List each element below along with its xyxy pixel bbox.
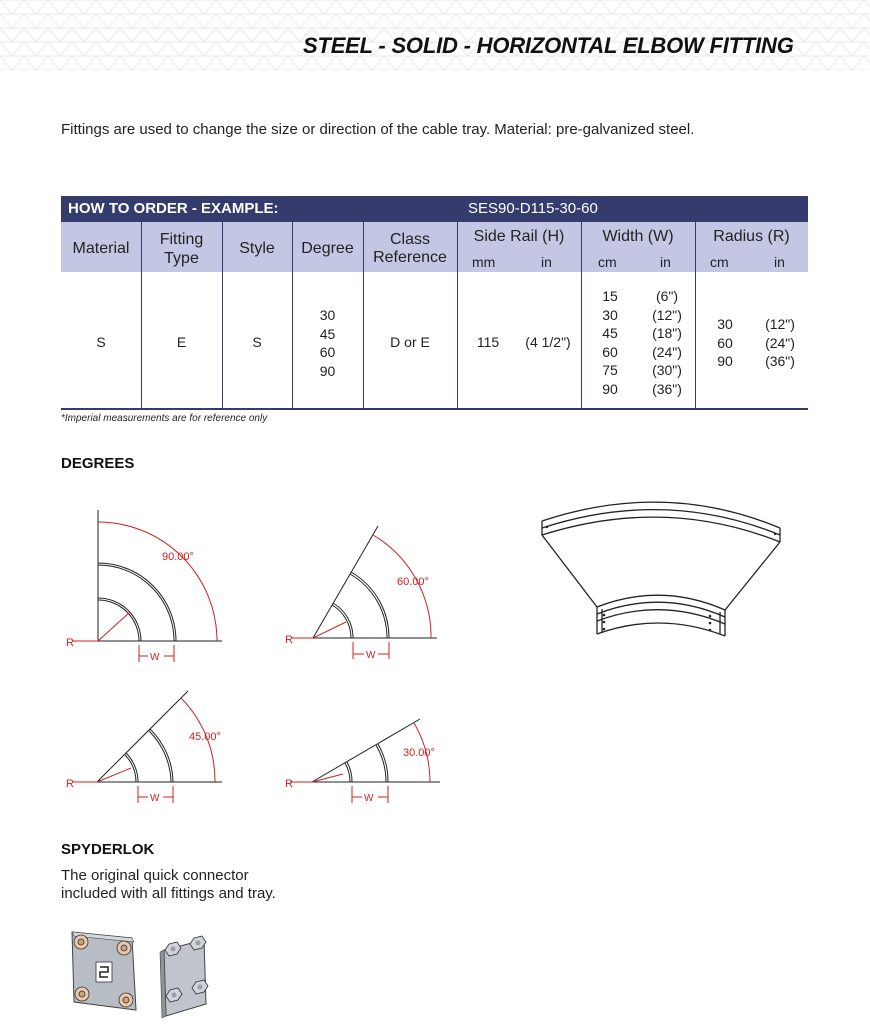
value-material: S [96,334,106,350]
header-fitting-line2: Type [164,250,199,267]
value-side-rail-in: (4 1/2") [525,334,571,350]
value-width-in [642,287,692,398]
header-fitting-line1: Fitting [159,231,204,248]
width-in-value: (12") [652,306,682,323]
r-label: R [66,637,74,649]
spyderlok-heading: SPYDERLOK [61,841,155,858]
col-divider [695,222,696,408]
value-radius-cm [705,315,745,371]
angle-45-label: 45.00° [189,731,221,743]
width-in-value: (36") [652,380,682,397]
col-divider [581,222,582,408]
radius-cm-value: 60 [717,334,733,351]
value-fitting: E [176,334,187,350]
degree-value: 60 [319,344,336,360]
r-label: R [285,634,293,646]
value-radius-in [754,315,806,371]
elbow-fitting-illustration [525,490,795,650]
width-in-value: (24") [652,343,682,360]
header-degree: Degree [301,240,354,257]
page-title: STEEL - SOLID - HORIZONTAL ELBOW FITTING [303,33,794,58]
width-cm-value: 30 [602,306,618,323]
header-radius: Radius (R) [713,228,790,245]
radius-in-value: (36") [765,353,795,369]
imperial-note: *Imperial measurements are for reference only [61,413,268,424]
radius-in-value: (24") [765,334,795,351]
sub-header-in: in [541,254,552,270]
width-in-value: (18") [652,325,682,341]
header-class-line1: Class [389,231,430,248]
col-divider [457,222,458,408]
degree-value: 30 [319,307,336,323]
w-label: W [150,652,160,663]
radius-in-value: (12") [765,316,795,332]
angle-60-label: 60.00° [397,576,429,588]
sub-header-in: in [774,254,785,270]
value-width-cm [590,287,630,398]
spyderlok-line1: The original quick connector [61,867,249,884]
intro-text: Fittings are used to change the size or direction of the cable tray. Material: pre-galvanized steel. [61,121,695,138]
width-cm-value: 15 [602,288,618,304]
angle-30-label: 30.00° [403,747,435,759]
degrees-heading: DEGREES [61,455,135,472]
width-in-value: (6") [655,288,679,304]
sub-header-in: in [660,254,671,270]
order-label: HOW TO ORDER - EXAMPLE: [68,200,279,217]
width-cm-value: 45 [602,325,618,341]
w-label: W [150,793,160,804]
sub-header-cm: cm [598,254,617,270]
value-class-reference: D or E [390,334,430,350]
angle-90-label: 90.00° [162,551,194,563]
w-label: W [364,793,374,804]
header-class-line2: Reference [373,249,447,266]
width-cm-value: 60 [602,343,618,360]
header-material: Material [72,240,130,257]
width-in-value: (30") [652,362,682,378]
w-label: W [366,650,376,661]
r-label: R [66,778,74,790]
r-label: R [285,778,293,790]
degree-value: 45 [319,325,336,342]
value-style: S [252,334,262,350]
degree-value: 90 [319,362,336,379]
width-cm-value: 75 [602,362,618,378]
radius-cm-value: 90 [717,353,733,369]
degree-diagrams [0,490,470,820]
header-width: Width (W) [602,228,674,245]
order-example-code: SES90-D115-30-60 [468,200,598,217]
value-side-rail-mm: 115 [476,334,500,350]
spyderlok-connector-illustration [60,920,220,1020]
sub-header-cm: cm [710,254,729,270]
table-bottom-rule [61,408,808,410]
header-style: Style [239,240,275,257]
value-degrees [292,306,363,380]
sub-header-mm: mm [472,254,496,270]
radius-cm-value: 30 [717,316,733,332]
spyderlok-line2: included with all fittings and tray. [61,885,276,902]
header-side-rail: Side Rail (H) [473,228,565,245]
width-cm-value: 90 [602,380,618,397]
